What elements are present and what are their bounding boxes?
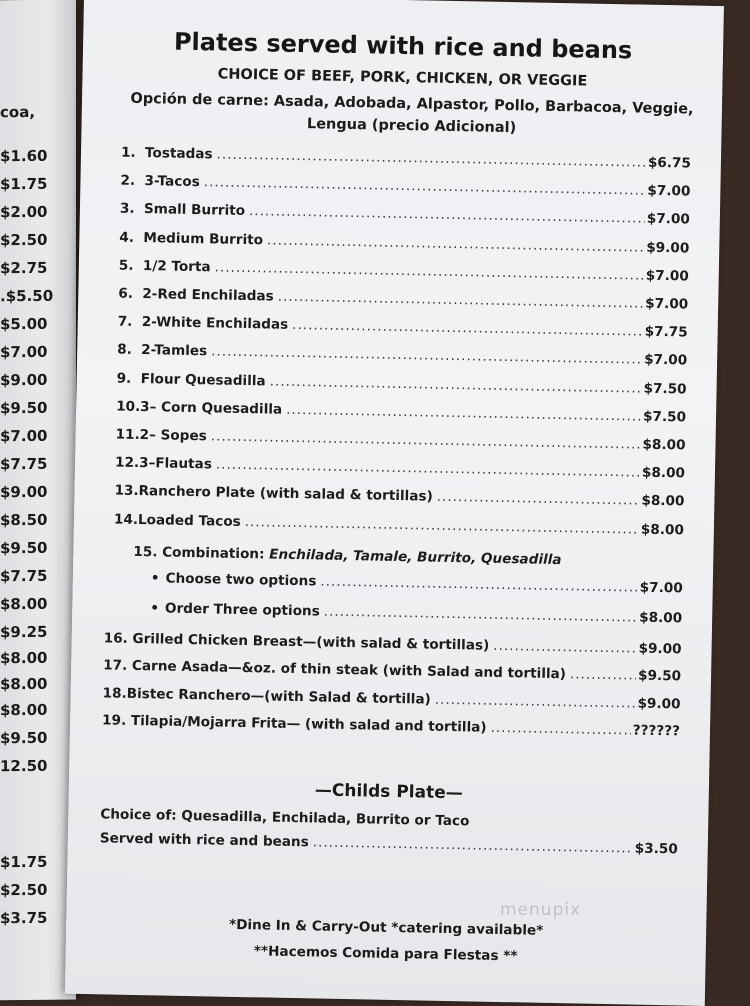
adjacent-page-text: coa, xyxy=(0,102,36,122)
adjacent-page-price: $3.75 xyxy=(0,908,48,928)
menu-item xyxy=(121,145,691,178)
childs-plate-title: —Childs Plate— xyxy=(314,780,463,804)
item-number: 11. xyxy=(115,426,140,444)
bullet-icon: • xyxy=(150,570,160,587)
adjacent-page-price: $2.50 xyxy=(0,880,48,900)
item-name: 16. Grilled Chicken Breast—(with salad & tortillas) xyxy=(103,630,490,654)
adjacent-page-price: $5.00 xyxy=(0,314,48,334)
item-number: 12. xyxy=(114,454,140,472)
adjacent-page-price: $8.00 xyxy=(0,700,48,720)
adjacent-page-price: $1.60 xyxy=(0,146,48,166)
item-price: $8.00 xyxy=(641,493,685,510)
page-title: Plates served with rice and beans xyxy=(173,27,633,65)
leader-dots xyxy=(204,174,646,198)
item-name: Medium Burrito xyxy=(143,229,264,248)
leader-dots xyxy=(211,344,642,368)
item-name: Small Burrito xyxy=(143,201,246,220)
item-price: $7.00 xyxy=(647,182,691,200)
menu-item xyxy=(117,342,687,375)
adjacent-page-price: $9.50 xyxy=(0,398,48,418)
item-number: 5. xyxy=(118,257,134,274)
leader-dots xyxy=(245,514,639,538)
menu-item xyxy=(116,398,686,431)
adjacent-page-price: $7.75 xyxy=(0,454,48,474)
leader-dots xyxy=(320,574,638,596)
meat-choice-heading: CHOICE OF BEEF, PORK, CHICKEN, OR VEGGIE xyxy=(217,66,588,90)
watermark: menupix xyxy=(500,900,582,920)
special-item xyxy=(102,712,680,745)
item-price: $8.00 xyxy=(642,436,686,454)
item-name: 2– Sopes xyxy=(139,427,207,445)
option-name: Order Three options xyxy=(164,600,320,620)
adjacent-page-price: $7.75 xyxy=(0,566,48,586)
leader-dots xyxy=(435,692,636,712)
item-price: $8.00 xyxy=(640,521,685,539)
meat-options-line-2: Lengua (precio Adicional) xyxy=(306,116,517,137)
menu-item xyxy=(114,483,684,516)
item-price: ?????? xyxy=(632,722,681,740)
item-name: 18.Bistec Ranchero—(with Salad & tortilla) xyxy=(102,685,431,708)
menu-item xyxy=(120,173,690,206)
leader-dots xyxy=(313,834,633,856)
item-name: 3-Tacos xyxy=(144,173,200,191)
item-price: $9.00 xyxy=(637,695,681,713)
leader-dots xyxy=(249,203,645,227)
item-price: $9.00 xyxy=(646,239,690,257)
menu-item xyxy=(114,511,684,544)
footer-line-1: *Dine In & Carry-Out *catering available* xyxy=(228,916,544,939)
menu-item xyxy=(115,427,685,460)
adjacent-page-price: $9.50 xyxy=(0,538,48,558)
adjacent-page-price: $8.00 xyxy=(0,674,48,694)
adjacent-page-price: $2.75 xyxy=(0,258,48,278)
combination-label: 15. Combination: xyxy=(133,543,265,563)
item-price: $7.00 xyxy=(646,211,690,228)
item-name: Ranchero Plate (with salad & tortillas) xyxy=(138,483,433,506)
item-number: 7. xyxy=(117,313,133,331)
adjacent-page-price: $9.25 xyxy=(0,622,48,642)
adjacent-page-price: 12.50 xyxy=(0,756,48,776)
combination-option xyxy=(151,570,683,602)
bullet-icon: • xyxy=(150,600,160,617)
menu-item xyxy=(118,286,688,319)
menu-item xyxy=(120,201,690,234)
leader-dots xyxy=(278,289,644,312)
item-price: $7.00 xyxy=(645,267,689,285)
item-number: 3. xyxy=(119,200,135,218)
adjacent-page-price: $8.00 xyxy=(0,594,48,614)
special-item xyxy=(103,657,681,690)
leader-dots xyxy=(570,666,636,683)
menu-item xyxy=(116,370,686,403)
option-price: $8.00 xyxy=(639,609,683,627)
item-number: 2. xyxy=(120,172,136,190)
leader-dots xyxy=(216,457,640,481)
item-name: Loaded Tacos xyxy=(137,511,241,530)
adjacent-page-price: $1.75 xyxy=(0,852,48,872)
leader-dots xyxy=(214,259,643,283)
item-number: 9. xyxy=(116,370,132,387)
adjacent-page-price: $7.00 xyxy=(0,426,48,446)
item-number: 14. xyxy=(113,511,139,528)
leader-dots xyxy=(211,428,641,452)
adjacent-page-price: $2.50 xyxy=(0,230,48,250)
item-number: 8. xyxy=(117,341,133,359)
childs-plate-choice: Choice of: Quesadilla, Enchilada, Burrito or Taco xyxy=(100,806,470,830)
item-price: $9.50 xyxy=(637,667,682,685)
item-price: $7.00 xyxy=(645,295,689,313)
leader-dots xyxy=(324,604,638,626)
menu-item xyxy=(119,257,689,290)
footer-line-2: **Hacemos Comida para Flestas ** xyxy=(253,943,518,965)
combination-option xyxy=(150,600,682,632)
childs-plate-served: Served with rice and beans xyxy=(99,830,309,851)
leader-dots xyxy=(270,373,642,396)
item-name: 2-Tamles xyxy=(141,342,208,360)
meat-options-line-1: Opción de carne: Asada, Adobada, Alpastor, Pollo, Barbacoa, Veggie, xyxy=(130,90,694,118)
adjacent-page-price: $8.50 xyxy=(0,510,48,530)
item-price: $7.50 xyxy=(643,380,687,398)
combination-items: Enchilada, Tamale, Burrito, Quesadilla xyxy=(269,546,562,569)
item-name: Flour Quesadilla xyxy=(140,370,266,390)
item-name: 17. Carne Asada—&oz. of thin steak (with Salad and tortilla) xyxy=(103,657,567,683)
menu-item xyxy=(119,229,689,262)
menu-item xyxy=(115,455,685,488)
leader-dots xyxy=(493,638,637,657)
menu-page xyxy=(65,0,724,1006)
item-name: 2-Red Enchiladas xyxy=(142,286,274,305)
item-name: Tostadas xyxy=(144,145,213,163)
option-name: Choose two options xyxy=(165,570,317,590)
adjacent-page-price: .$5.50 xyxy=(0,286,54,306)
adjacent-page-price: $9.00 xyxy=(0,370,48,390)
item-number: 13. xyxy=(114,482,139,500)
item-number: 1. xyxy=(120,144,136,161)
adjacent-page-price: $2.00 xyxy=(0,202,48,222)
adjacent-page-price: $8.00 xyxy=(0,648,48,668)
leader-dots xyxy=(267,232,645,255)
option-price: $7.00 xyxy=(639,579,683,597)
item-number: 10. xyxy=(115,398,141,415)
item-price: $6.75 xyxy=(647,154,692,172)
adjacent-page-price: $9.50 xyxy=(0,728,48,748)
item-name: 3–Flautas xyxy=(138,455,213,473)
item-number: 4. xyxy=(119,229,135,246)
item-name: 2-White Enchiladas xyxy=(141,314,289,334)
adjacent-page xyxy=(0,0,76,1001)
childs-plate-row xyxy=(100,830,678,863)
leader-dots xyxy=(292,317,643,340)
menu-item xyxy=(118,314,688,347)
childs-plate-price: $3.50 xyxy=(634,840,678,858)
item-name: 3– Corn Quesadilla xyxy=(139,398,283,418)
leader-dots xyxy=(437,489,640,509)
item-price: $9.00 xyxy=(638,640,682,658)
leader-dots xyxy=(490,720,630,739)
adjacent-page-price: $9.00 xyxy=(0,482,48,502)
item-name: 19. Tilapia/Mojarra Frita— (with salad and tortilla) xyxy=(101,712,487,736)
item-number: 6. xyxy=(118,285,134,302)
leader-dots xyxy=(216,146,646,170)
item-price: $7.75 xyxy=(644,323,688,341)
item-price: $7.00 xyxy=(643,352,688,369)
combination-heading xyxy=(133,544,562,568)
adjacent-page-price: $7.00 xyxy=(0,342,48,362)
item-price: $8.00 xyxy=(641,464,686,482)
item-name: 1/2 Torta xyxy=(142,257,211,276)
leader-dots xyxy=(286,402,641,425)
adjacent-page-price: $1.75 xyxy=(0,174,48,194)
item-price: $7.50 xyxy=(642,408,687,426)
